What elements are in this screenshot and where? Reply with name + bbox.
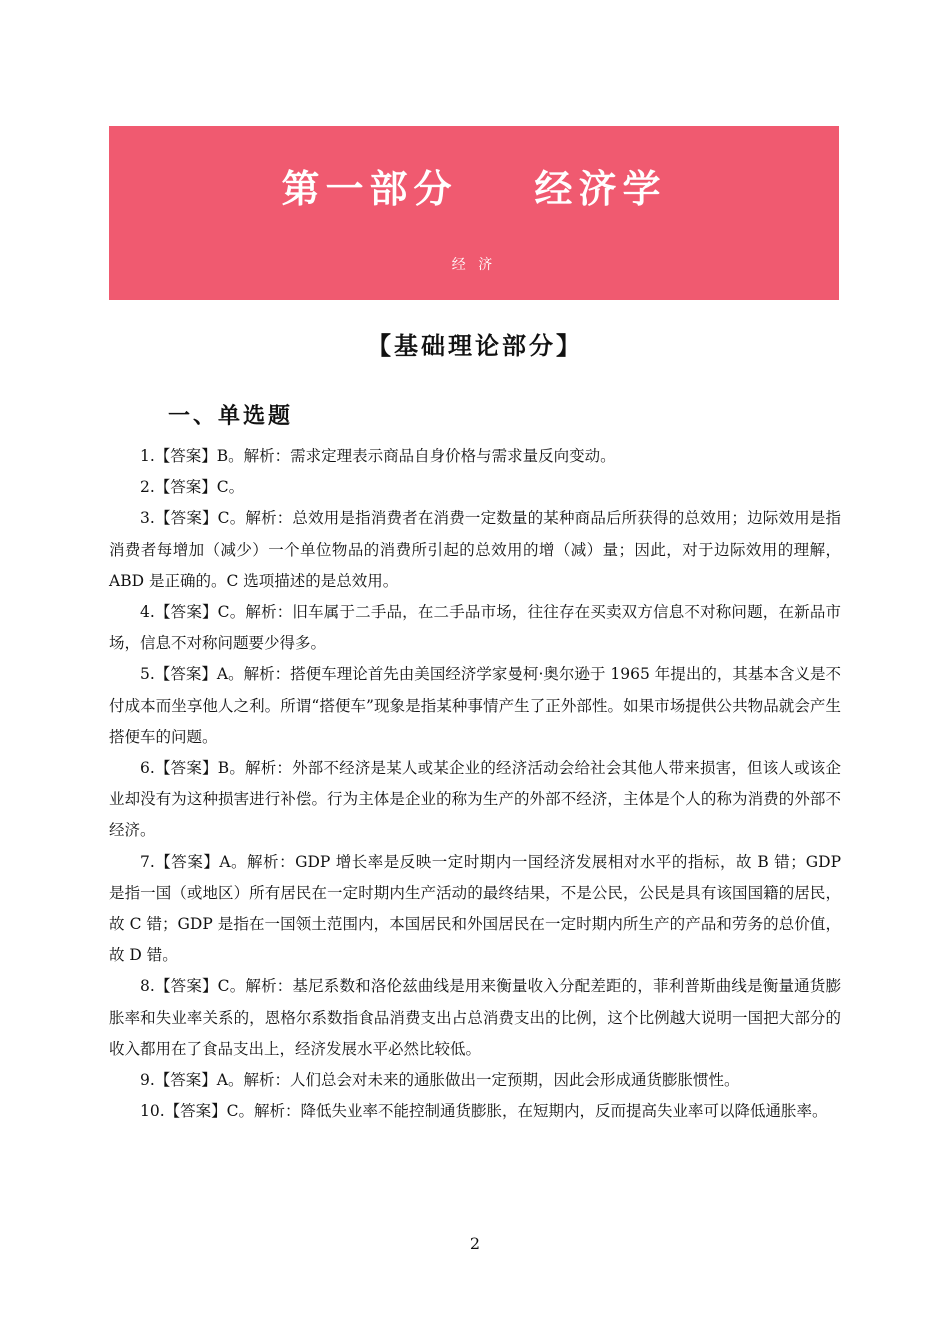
answer-item: 4.【答案】C。解析：旧车属于二手品，在二手品市场，往往存在买卖双方信息不对称问题，在新品市场，信息不对称问题要少得多。 <box>109 603 841 653</box>
answer-item: 6.【答案】B。解析：外部不经济是某人或某企业的经济活动会给社会其他人带来损害，但该人或该企业却没有为这种损害进行补偿。行为主体是企业的称为生产的外部不经济，主体是个人的称为消费的外部不经济。 <box>109 759 841 840</box>
part-subtitle: 经 济 <box>451 257 497 273</box>
page-number: 2 <box>469 1234 481 1253</box>
answer-item: 8.【答案】C。解析：基尼系数和洛伦兹曲线是用来衡量收入分配差距的，菲利普斯曲线是衡量通货膨胀率和失业率关系的，恩格尔系数指食品消费支出占总消费支出的比例，这个比例越大说明一国把大部分的收入都用在了食品支出上，经济发展水平必然比较低。 <box>109 977 841 1058</box>
part-banner <box>109 126 839 300</box>
section-title: 【基础理论部分】 <box>367 332 583 360</box>
answer-list <box>109 441 841 1127</box>
answer-item: 5.【答案】A。解析：搭便车理论首先由美国经济学家曼柯·奥尔逊于 1965 年提出的，其基本含义是不付成本而坐享他人之利。所谓“搭便车”现象是指某种事情产生了正外部性。如果市场提供公共物品就会产生搭便车的问题。 <box>109 665 841 746</box>
answer-item: 7.【答案】A。解析：GDP 增长率是反映一定时期内一国经济发展相对水平的指标，故 B 错；GDP 是指一国（或地区）所有居民在一定时期内生产活动的最终结果，不是公民，公民是具有该国国籍的居民，故 C 错；GDP 是指在一国领土范围内，本国居民和外国居民在一定时期内所生产的产品和劳务的总价值，故 D 错。 <box>109 852 841 965</box>
part-title: 第一部分 经济学 <box>281 167 667 211</box>
answer-item: 2.【答案】C。 <box>140 478 245 497</box>
answer-item: 9.【答案】A。解析：人们总会对未来的通胀做出一定预期，因此会形成通货膨胀惯性。 <box>140 1071 740 1090</box>
answer-item: 3.【答案】C。解析：总效用是指消费者在消费一定数量的某种商品后所获得的总效用；边际效用是指消费者每增加（减少）一个单位物品的消费所引起的总效用的增（减）量；因此，对于边际效用的理解，ABD 是正确的。C 选项描述的是总效用。 <box>109 509 841 590</box>
subsection-title: 一、单选题 <box>168 404 294 429</box>
answer-item: 1.【答案】B。解析：需求定理表示商品自身价格与需求量反向变动。 <box>140 447 616 465</box>
answer-item: 10.【答案】C。解析：降低失业率不能控制通货膨胀，在短期内，反而提高失业率可以降低通胀率。 <box>140 1102 828 1121</box>
